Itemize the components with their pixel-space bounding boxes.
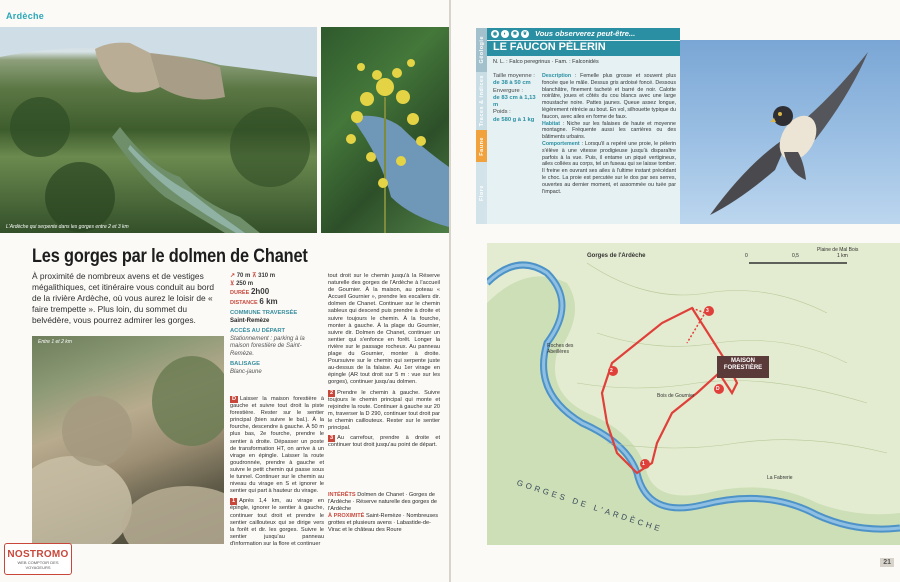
- gorge-photo-art: [0, 27, 317, 233]
- map-step-2-marker: 2: [610, 368, 613, 374]
- ear-icon: ◐: [501, 30, 509, 38]
- elev-min: 250 m: [236, 280, 254, 287]
- map-house-label: MAISON FORESTIÈRE: [723, 358, 763, 371]
- species-title: LE FAUCON PÈLERIN: [487, 41, 680, 56]
- tab-traces[interactable]: Traces & indices: [476, 72, 487, 130]
- map-step-3-marker: 3: [706, 308, 709, 314]
- step-3: 3 Au carrefour, prendre à droite et continuer tout droit jusqu'au point de départ.: [328, 435, 440, 449]
- region-label: Ardèche: [6, 11, 45, 21]
- observe-heading: Vous observerez peut-être...: [535, 29, 636, 38]
- route-map[interactable]: [487, 243, 900, 545]
- logo-name: NOSTROMO: [7, 549, 69, 560]
- access-text: Stationnement : parking à la maison forestière de Saint-Remèze.: [230, 335, 305, 357]
- balisage-label: BALISAGE: [230, 361, 260, 367]
- rock-photo: [32, 336, 224, 544]
- map-place-1: Plaine de Mal Bois: [817, 247, 859, 253]
- article-title: Les gorges par le dolmen de Chanet: [32, 246, 308, 267]
- distance-label: DISTANCE: [230, 299, 258, 306]
- rock-photo-caption: Entre 1 et 2 km: [38, 339, 72, 345]
- map-start-marker: D: [716, 386, 720, 392]
- step-2: 2 Prendre le chemin à gauche. Suivre toujours le chemin principal qui monte et rejoindre la route. Continuer à gauche sur 20 m, traverser la D 290, continuer tout droit par le chemin caillouteux. Rester sur le sentier principal.: [328, 389, 440, 431]
- species-scientific: N. L. : Falco peregrinus · Fam. : Falconidés: [493, 59, 599, 65]
- map-scale-0: 0: [745, 253, 748, 259]
- tab-faune[interactable]: Faune: [476, 130, 487, 162]
- leaf-icon: ❦: [522, 31, 528, 37]
- map-place-3: Bois de Gournier: [657, 393, 695, 399]
- species-measures: Taille moyenne : de 38 à 50 cm Envergure : de 83 cm à 1,13 m Poids : de 580 g à 1 kg: [493, 73, 536, 123]
- map-scale-05: 0,5: [792, 253, 799, 259]
- falcon-illustration: [680, 40, 900, 224]
- map-step-1-marker: 1: [642, 461, 645, 467]
- nostromo-logo[interactable]: [4, 543, 72, 575]
- balisage-text: Blanc-jaune: [230, 368, 262, 375]
- plant-photo-art: [321, 27, 449, 233]
- logo-tagline: WEB COMPTOIR DES VOYAGEURS: [17, 560, 59, 570]
- category-tabs: [476, 28, 487, 224]
- duration-value: 2h00: [250, 287, 270, 296]
- info-panel: [230, 273, 322, 376]
- eye-icon: ◉: [492, 31, 498, 37]
- map-gorges-label: Gorges de l'Ardèche: [587, 253, 646, 259]
- duration-label: DURÉE: [230, 290, 250, 296]
- step-1: 1 Après 1,4 km, au virage en épingle, ignorer le sentier à gauche, continuer tout droit et prendre le sentier caillouteux qui se dirige vers la forêt et dir. les gorges. Suivre le sentier jusqu'au panneau d'information sur la flore et continuer: [230, 498, 324, 547]
- distance-row: [230, 298, 322, 308]
- interests-box: [328, 492, 440, 535]
- elevation-row: ↗ 70 m ⊼ 310 m: [230, 273, 276, 279]
- access-label: ACCÈS AU DÉPART: [230, 328, 286, 334]
- plant-photo: [321, 27, 449, 233]
- map-place-4: La Fabrerie: [767, 475, 793, 481]
- elevation-low-row: ⊻ 250 m: [230, 280, 254, 287]
- track-icon: ✱: [512, 31, 518, 37]
- commune-value: Saint-Remèze: [230, 317, 270, 324]
- falcon-photo: [680, 40, 900, 224]
- tab-flore[interactable]: Flore: [476, 162, 487, 224]
- page-number: 21: [880, 558, 894, 567]
- left-page: [0, 0, 449, 582]
- gorge-photo: [0, 27, 317, 233]
- nearby-label: À PROXIMITÉ: [328, 513, 365, 520]
- tab-geologie[interactable]: Géologie: [476, 28, 487, 72]
- nearby-text: Saint-Remèze · Nombreuses grottes et plusieurs avens · Labastide-de-Virac et le château des Roure: [328, 513, 439, 534]
- map-river-label: GORGES DE L'ARDÈCHE: [515, 478, 664, 534]
- step-1-cont: tout droit sur le chemin jusqu'à la Réserve naturelle des gorges de l'Ardèche à l'accueil de Gournier. À la maison, au poteau « Accueil Gournier », prendre les escaliers dir. dolmen de Chanet. Continuer sur le chemin sableux qui descend puis prendre à droite et suivre toujours le chemin. À la fourche, monter à gauche. À la plage du Gournier, suivre dir. Dolmen de Chanet, continuer un sentier qui s'enfonce en forêt. Longer la rivière sur le passage rocheux. Au panneau plage du Gournier, monter à droite. Poursuivre sur le chemin qui serpente juste au-dessus de la falaise. Au 1er virage en épingle (AR tout droit sur 5 m : vue sur les gorges), continuer jusqu'au dolmen.: [328, 273, 440, 386]
- elev-gain: 70 m: [236, 273, 251, 279]
- gorge-photo-caption: L'Ardèche qui serpente dans les gorges entre 2 et 3 km: [6, 224, 129, 230]
- commune-label: COMMUNE TRAVERSÉE: [230, 310, 298, 316]
- species-box-header: [487, 28, 680, 40]
- map-scale-1: 1 km: [837, 253, 848, 259]
- interests-text: Dolmen de Chanet · Gorges de l'Ardèche · Réserve naturelle des gorges de l'Ardèche: [328, 492, 437, 513]
- article-intro: À proximité de nombreux avens et de vestiges mégalithiques, cet itinéraire vous conduit au bord de la rivière Ardèche, où vous aurez le loisir de « faire trempette ». Plus loin, du sommet du belvédère, vous pourrez admirer les gorges.: [32, 271, 215, 325]
- right-page: [451, 0, 900, 582]
- distance-value: 6 km: [259, 296, 278, 306]
- step-d: D Laisser la maison forestière à gauche et suivre tout droit la piste forestière. Rester sur le sentier principal (bien suivre le bal.). À la fourche, descendre à gauche. À 50 m plus bas, 2e fourche, prendre le sentier à droite. Dépasser un poste de transformation HT, on arrive à un virage en épingle. Laisser la route goudronnée, prendre à gauche et suivre le petit chemin qui passe sous le tunnel. Continuer sur le chemin au niveau du virage en S et ignorer le sentier qui part à hauteur du virage. 1 Après 1,4 km, au virage en épingle, ignorer le sentier à gauche, continuer tout droit et prendre le sentier caillouteux qui se dirige vers la forêt et dir. les gorges. Suivre le sentier jusqu'au panneau d'information sur la flore et continuer: [230, 396, 324, 547]
- species-box: [487, 28, 680, 224]
- elev-max: 310 m: [258, 273, 276, 279]
- steps-column: [328, 273, 440, 449]
- interests-label: INTÉRÊTS: [328, 492, 356, 498]
- species-description: Description : Femelle plus grosse et souvent plus foncée que le mâle. Dessus gris ardoisé foncé. Dessous blanchâtre, finement tacheté et barré de noir. Calotte noirâtre, joues et côtés du cou blancs avec une large moustache noire. Pattes jaunes. Queue assez longue, légèrement rétrécie au bout. En vol, silhouette typique du faucon, avec ailes en forme de faux. Habitat : Niche sur les falaises de haute et moyenne montagne. Fréquente aussi les carrières ou des bâtiments urbains. Comportement : Lorsqu'il a repéré une proie, le pèlerin s'élève à une vitesse prodigieuse jusqu'à disparaître parfois à la vue. Puis, il entame un piqué vertigineux, ailes collées au corps, tel un fuseau qui se laisse tomber. Il freine en ouvrant ses ailes à l'ultime instant précédant le choc. La proie est percutée sur le dos par ses serres, ouvertes au dernier moment, et assommée ou tuée par l'impact.: [542, 73, 676, 195]
- map-place-2: Roches des Abeillères: [547, 343, 574, 355]
